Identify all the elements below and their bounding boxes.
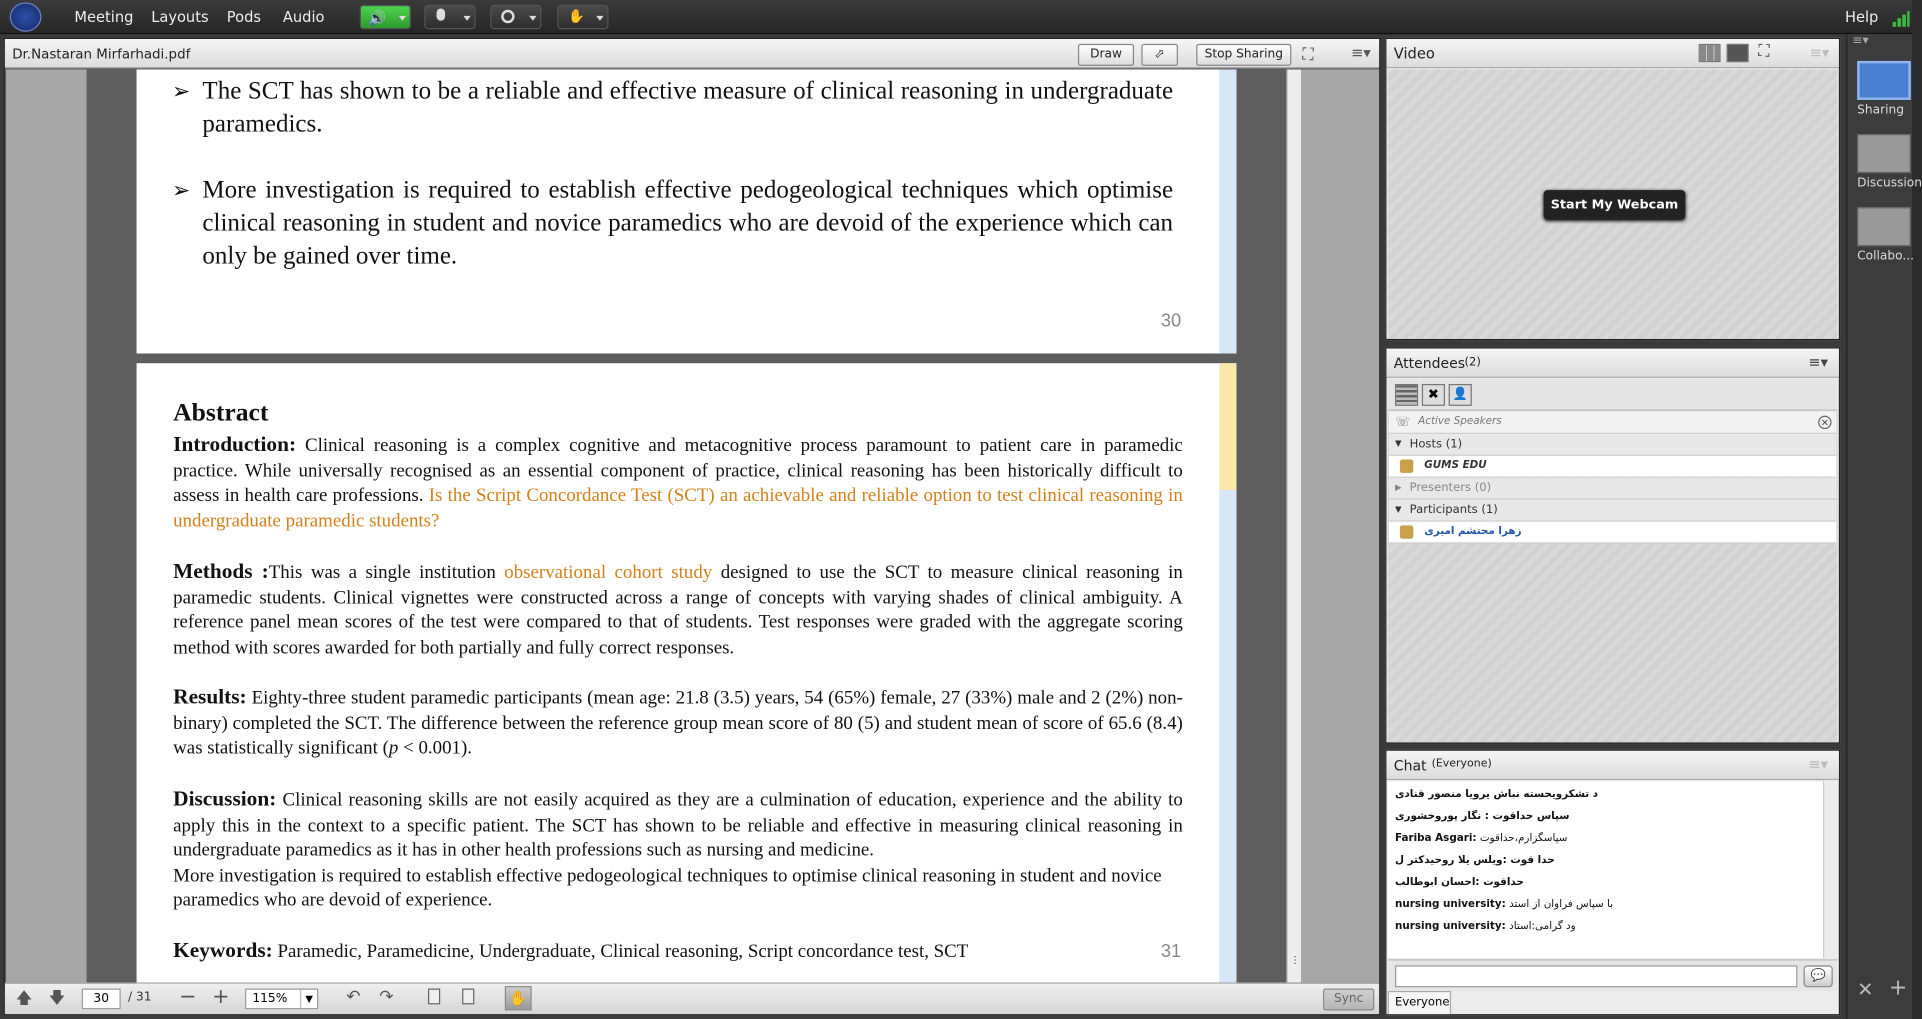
discussion-label: Discussion: bbox=[173, 786, 277, 811]
raise-hand-icon: ✋ bbox=[568, 8, 585, 25]
arrow-bullet-icon: ➢ bbox=[171, 177, 191, 203]
menu-meeting[interactable]: Meeting bbox=[74, 8, 134, 26]
menu-audio[interactable]: Audio bbox=[282, 8, 325, 26]
slide-page-31 bbox=[137, 363, 1237, 997]
menubar bbox=[0, 0, 1912, 34]
speaker-icon: 🔊 bbox=[368, 9, 387, 27]
pointer-icon: ⬀ bbox=[1154, 47, 1165, 61]
document-toolbar bbox=[5, 982, 1379, 1014]
zoom-in-icon[interactable]: + bbox=[212, 984, 230, 1010]
chat-scrollbar[interactable] bbox=[1823, 781, 1838, 958]
status-view-icon[interactable]: ✖ bbox=[1422, 384, 1445, 406]
fullscreen-icon[interactable]: ⛶ bbox=[1758, 42, 1770, 61]
undo-icon[interactable]: ↶ bbox=[346, 987, 361, 1007]
chat-pod bbox=[1385, 750, 1840, 1016]
sync-button[interactable]: Sync bbox=[1323, 989, 1374, 1011]
zoom-out-icon[interactable]: − bbox=[179, 984, 197, 1010]
draw-button[interactable]: Draw bbox=[1078, 44, 1134, 66]
continuous-view-icon[interactable] bbox=[462, 989, 474, 1005]
attendees-view-toolbar bbox=[1388, 379, 1838, 411]
chat-message: د تشکرویحسته نباش یرویا منصور قنادی bbox=[1394, 788, 1599, 801]
adobe-connect-logo-icon bbox=[10, 2, 42, 31]
video-pod-header bbox=[1386, 39, 1838, 68]
page-edge-strip-highlight bbox=[1219, 363, 1236, 490]
chevron-down-icon bbox=[463, 16, 470, 21]
page-edge-strip bbox=[1219, 490, 1236, 997]
send-message-icon[interactable]: 💬 bbox=[1803, 965, 1832, 987]
layout-sharing-thumbnail[interactable] bbox=[1857, 61, 1911, 100]
participant-row[interactable]: زهرا محتشم امیری bbox=[1389, 522, 1837, 544]
results-paragraph: Results: Eighty-three student paramedic participants (mean age: 21.8 (3.5) years, 54 (65%) female, 27 (33%) male and 2 (2%) non-binary) completed the SCT. The difference between the reference group mean score of 80 (5) and student mean of score of 65.6 (8.4) was statistically significant (p < 0.001). bbox=[173, 683, 1183, 759]
page-edge-strip bbox=[1219, 69, 1236, 353]
close-icon[interactable]: × bbox=[1818, 416, 1831, 429]
chat-message: Fariba Asgari: سپاسگزارم،حداقوت bbox=[1394, 832, 1568, 845]
chat-recipient-tab[interactable]: Everyone bbox=[1388, 991, 1451, 1014]
chat-title: Chat bbox=[1393, 756, 1427, 775]
video-area bbox=[1388, 69, 1838, 338]
delete-layout-icon[interactable]: ✕ bbox=[1857, 977, 1874, 1001]
page-number-input[interactable] bbox=[82, 989, 121, 1010]
attendees-pod bbox=[1385, 347, 1840, 743]
zoom-select[interactable]: 115% ▼ bbox=[245, 989, 318, 1010]
chat-scope: (Everyone) bbox=[1431, 758, 1492, 771]
host-badge-icon bbox=[1400, 460, 1413, 473]
methods-paragraph: Methods :This was a single institution observational cohort study designed to use the SCT to measure clinical reasoning in paramedic students. Clinical vignettes were constructed across a range of concepts with varying shades of clinical ambiguity. A reference panel mean scores of the test were compared to that of students. Test responses were graded with the aggregate scoring method with scores awarded for both partially and fully correct responses. bbox=[173, 558, 1183, 658]
raise-hand-button[interactable] bbox=[557, 5, 608, 29]
arrow-bullet-icon: ➢ bbox=[171, 79, 191, 104]
host-row[interactable]: GUMS EDU bbox=[1389, 456, 1837, 478]
share-pod bbox=[4, 38, 1381, 1016]
chat-messages bbox=[1388, 781, 1838, 958]
discussion-paragraph: Discussion: Clinical reasoning skills are not easily acquired as they are a culmination of education, experience and the ability to apply this in the context to a specific patient. The SCT has shown to be reliable and effective in measuring clinical reasoning in undergraduate paramedics as it has in other health professions such as nursing and medicine. More investigation is required to establish effective pedogeological techniques to optimise clinical reasoning in student and novice paramedics who are devoid of experience. bbox=[173, 786, 1183, 911]
participants-group-row[interactable]: ▼ Participants (1) bbox=[1389, 500, 1837, 522]
previous-page-icon[interactable]: 🡅 bbox=[15, 989, 33, 1009]
chat-message: nursing university: با سپاس فراوان از استد bbox=[1394, 898, 1613, 911]
chat-message: حدا قوت :ویلس یلا روحیدکتر ل bbox=[1394, 854, 1555, 867]
list-view-icon[interactable] bbox=[1395, 384, 1418, 406]
chevron-down-icon: ▼ bbox=[1394, 504, 1402, 515]
chat-message: حداقوت :احسان ابوطالب bbox=[1394, 876, 1524, 889]
chevron-down-icon: ▼ bbox=[1394, 438, 1402, 449]
methods-label: Methods : bbox=[173, 558, 269, 583]
pod-options-menu-icon[interactable]: ≡▾ bbox=[1808, 353, 1828, 371]
share-pod-title: Dr.Nastaran Mirfarhadi.pdf bbox=[12, 46, 191, 63]
add-layout-icon[interactable]: + bbox=[1888, 975, 1908, 1001]
layout-sharing-label[interactable]: Sharing bbox=[1857, 103, 1904, 118]
hand-tool-icon[interactable]: ✋ bbox=[505, 986, 532, 1010]
abstract-heading: Abstract bbox=[173, 397, 269, 427]
pod-options-menu-icon[interactable]: ≡▾ bbox=[1351, 43, 1371, 61]
slide-page-30 bbox=[137, 69, 1237, 353]
document-viewport bbox=[6, 69, 1379, 982]
next-page-icon[interactable]: 🡇 bbox=[48, 989, 66, 1009]
attendees-title: Attendees bbox=[1393, 354, 1466, 372]
speaker-toggle-button[interactable] bbox=[360, 5, 411, 29]
document-scrollbar[interactable] bbox=[1286, 69, 1301, 982]
active-speakers-row: ☏ Active Speakers × bbox=[1389, 412, 1837, 434]
attendees-count: (2) bbox=[1464, 355, 1481, 370]
chevron-right-icon: ▶ bbox=[1394, 482, 1402, 493]
participant-badge-icon bbox=[1400, 525, 1413, 538]
presenters-group-row[interactable]: ▶ Presenters (0) bbox=[1389, 478, 1837, 500]
microphone-button[interactable] bbox=[424, 5, 475, 29]
research-question: Is the Script Concordance Test (SCT) an achievable and reliable option to test clinical reasoning in undergraduate paramedic students? bbox=[173, 485, 1183, 532]
chevron-down-icon bbox=[529, 16, 536, 21]
pointer-tool-button[interactable] bbox=[1141, 44, 1178, 66]
phone-icon: ☏ bbox=[1394, 415, 1411, 430]
fullscreen-icon[interactable]: ⛶ bbox=[1302, 46, 1314, 65]
pod-options-menu-icon[interactable]: ≡▾ bbox=[1809, 43, 1830, 61]
redo-icon[interactable]: ↷ bbox=[379, 987, 394, 1007]
bullet-2: ➢ More investigation is required to establish effective pedogeological techniques which optimise clinical reasoning in student and novice paramedics who are devoid of the experience which can only be gained over time. bbox=[173, 174, 1173, 273]
chat-input-bar bbox=[1388, 959, 1838, 991]
attendees-list bbox=[1388, 412, 1838, 742]
chat-message-input[interactable] bbox=[1395, 965, 1797, 987]
scrollbar-grip-icon: ⋮ bbox=[1290, 954, 1300, 966]
video-pod bbox=[1385, 38, 1840, 340]
stop-sharing-button[interactable]: Stop Sharing bbox=[1196, 44, 1291, 66]
role-view-icon[interactable]: 👤 bbox=[1449, 384, 1472, 406]
layout-discussion-thumbnail[interactable] bbox=[1857, 134, 1911, 173]
start-webcam-button[interactable]: Start My Webcam bbox=[1544, 190, 1685, 219]
single-page-view-icon[interactable] bbox=[428, 989, 440, 1005]
layouts-menu-icon[interactable]: ≡▾ bbox=[1852, 34, 1869, 48]
keywords-label: Keywords: bbox=[173, 937, 273, 962]
hosts-group-row[interactable]: ▼ Hosts (1) bbox=[1389, 434, 1837, 456]
webcam-icon bbox=[501, 10, 514, 23]
microphone-icon bbox=[437, 9, 446, 21]
menu-layouts[interactable]: Layouts bbox=[151, 8, 209, 26]
attendees-pod-header bbox=[1386, 349, 1838, 378]
filmstrip-view-icon[interactable] bbox=[1727, 44, 1749, 62]
grid-view-icon[interactable] bbox=[1699, 44, 1721, 62]
document-gutter-right bbox=[1301, 69, 1379, 982]
introduction-label: Introduction: bbox=[173, 431, 297, 456]
introduction-paragraph: Introduction: Clinical reasoning is a complex cognitive and metacognitive process paramount to patient care in paramedic practice. While universally recognised as an essential component of practice, clinical reasoning has been historically difficult to assess in health care professions. Is the Script Concordance Test (SCT) an achievable and reliable option to test clinical reasoning in undergraduate paramedic students? bbox=[173, 431, 1183, 532]
chat-message: سپاس حداقوت : نگار پوروخشوری bbox=[1394, 810, 1570, 823]
layout-collaboration-label[interactable]: Collabo... bbox=[1857, 249, 1915, 264]
chevron-down-icon bbox=[399, 16, 406, 21]
share-pod-header bbox=[5, 39, 1379, 68]
page-number-31: 31 bbox=[1160, 940, 1182, 962]
document-gutter-left bbox=[6, 69, 86, 982]
webcam-button[interactable] bbox=[490, 5, 541, 29]
pod-options-menu-icon[interactable]: ≡▾ bbox=[1808, 755, 1828, 773]
results-label: Results: bbox=[173, 683, 247, 709]
menu-pods[interactable]: Pods bbox=[226, 8, 261, 26]
chevron-down-icon bbox=[596, 16, 603, 21]
page-number-30: 30 bbox=[1160, 310, 1182, 332]
layout-collaboration-thumbnail[interactable] bbox=[1857, 207, 1911, 246]
menu-help[interactable]: Help bbox=[1844, 8, 1879, 26]
total-pages-label: / 31 bbox=[128, 990, 152, 1005]
chat-message: nursing university: ود گرامی:استاد bbox=[1394, 920, 1576, 933]
bullet-1: ➢ The SCT has shown to be a reliable and effective measure of clinical reasoning in undergraduate paramedics. bbox=[173, 76, 1173, 142]
keywords-paragraph: Keywords: Paramedic, Paramedicine, Undergraduate, Clinical reasoning, Script concordance test, SCT bbox=[173, 937, 969, 962]
layouts-panel bbox=[1846, 34, 1922, 1019]
chat-pod-header bbox=[1386, 751, 1838, 780]
connection-status-icon bbox=[1893, 10, 1910, 27]
layout-discussion-label[interactable]: Discussion bbox=[1857, 176, 1922, 191]
video-pod-title: Video bbox=[1393, 45, 1435, 63]
chevron-down-icon: ▼ bbox=[300, 990, 317, 1008]
